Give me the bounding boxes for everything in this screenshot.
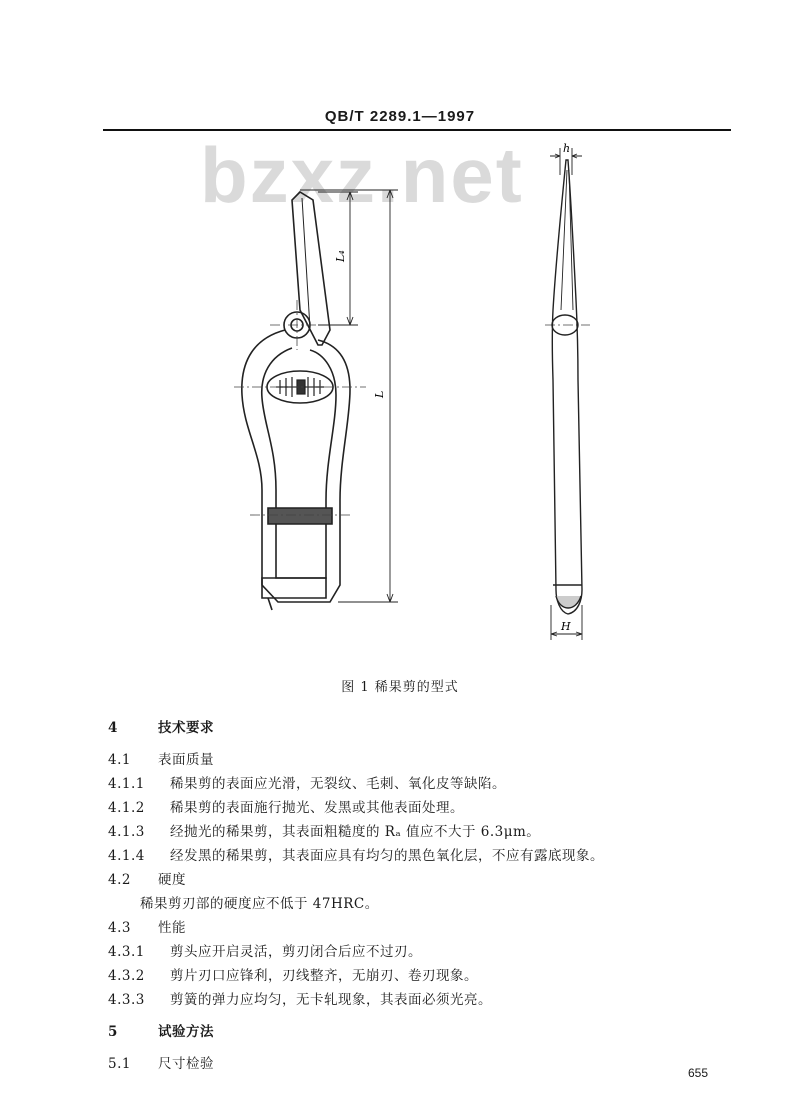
blade-center-line [302,198,310,328]
clause-4-2-body: 稀果剪刃部的硬度应不低于 47HRC。 [140,896,379,912]
clause-4-1-4: 4.1.4 经发黑的稀果剪，其表面应具有均匀的黑色氧化层，不应有露底现象。 [108,848,604,864]
clause-4-3: 4.3 性能 [108,920,186,936]
page-number: 655 [688,1066,709,1080]
dim-label-h-small: h [563,142,571,155]
clause-4-2: 4.2 硬度 [108,872,186,888]
dim-label-h-large: H [561,620,571,633]
watermark: bzxz.net [200,131,524,219]
clause-4-1-3: 4.1.3 经抛光的稀果剪，其表面粗糙度的 Rₐ 值应不大于 6.3μm。 [108,824,541,840]
clause-4-heading: 4 技术要求 [108,720,214,736]
clause-4-1-2: 4.1.2 稀果剪的表面施行抛光、发黑或其他表面处理。 [108,800,464,816]
page-header-code: QB/T 2289.1—1997 [324,108,476,125]
clause-4-3-3: 4.3.3 剪簧的弹力应均匀，无卡轧现象，其表面必须光亮。 [108,992,492,1008]
clause-4-3-2: 4.3.2 剪片刃口应锋利，刃线整齐，无崩刃、卷刃现象。 [108,968,478,984]
clause-4-1-1: 4.1.1 稀果剪的表面应光滑，无裂纹、毛刺、氧化皮等缺陷。 [108,776,506,792]
clause-5-heading: 5 试验方法 [108,1024,214,1040]
dim-label-l4: L₄ [334,250,347,262]
clause-4-3-1: 4.3.1 剪头应开启灵活，剪刃闭合后应不过刃。 [108,944,422,960]
blade-outline [292,192,330,345]
side-view-outline [552,160,582,614]
clause-4-1: 4.1 表面质量 [108,752,214,768]
grip-band [268,508,332,524]
dim-label-l: L [373,390,386,398]
clause-5-1: 5.1 尺寸检验 [108,1056,214,1072]
figure-caption: 图 1 稀果剪的型式 [341,680,459,695]
